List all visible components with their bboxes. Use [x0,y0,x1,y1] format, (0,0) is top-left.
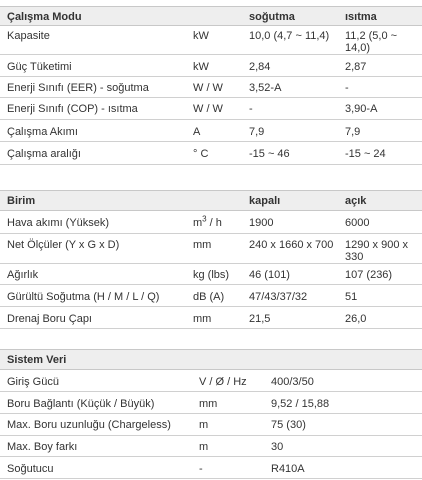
row-label: Max. Boru uzunluğu (Chargeless) [0,414,192,436]
row-unit: ° C [186,142,242,165]
table-row [0,264,422,285]
table-row [0,392,422,414]
row-unit: kg (lbs) [186,264,242,285]
row-label: Enerji Sınıfı (EER) - soğutma [0,77,186,98]
row-unit: W / W [186,98,242,120]
header-outdoor: açık [338,191,422,211]
row-label: Güç Tüketimi [0,55,186,77]
table-row [0,457,422,479]
row-value: 400/3/50 [264,370,422,392]
row-indoor-value: 240 x 1660 x 700 [242,234,338,264]
table-row [0,142,422,165]
header-cooling: soğutma [242,7,338,26]
row-value: R410A [264,457,422,479]
row-unit: V / Ø / Hz [192,370,264,392]
row-outdoor-value: 107 (236) [338,264,422,285]
row-heating-value: 7,9 [338,120,422,142]
header-unit [186,7,242,26]
row-label: Net Ölçüler (Y x G x D) [0,234,186,264]
table-row [0,55,422,77]
row-unit: kW [186,26,242,55]
row-label: Kapasite [0,26,186,55]
row-indoor-value: 1900 [242,211,338,234]
table-row [0,436,422,457]
header-unit [186,191,242,211]
row-outdoor-value: 1290 x 900 x 330 [338,234,422,264]
row-label: Boru Bağlantı (Küçük / Büyük) [0,392,192,414]
row-cooling-value: 2,84 [242,55,338,77]
row-heating-value: 2,87 [338,55,422,77]
row-indoor-value: 46 (101) [242,264,338,285]
unit-table [0,190,422,329]
row-cooling-value: -15 ~ 46 [242,142,338,165]
row-unit: mm [192,392,264,414]
row-heating-value: -15 ~ 24 [338,142,422,165]
row-indoor-value: 21,5 [242,307,338,329]
row-label: Soğutucu [0,457,192,479]
table-row [0,98,422,120]
table-row [0,120,422,142]
row-cooling-value: 7,9 [242,120,338,142]
row-cooling-value: 10,0 (4,7 ~ 11,4) [242,26,338,55]
system-data-table [0,349,422,479]
row-label: Ağırlık [0,264,186,285]
row-label: Giriş Gücü [0,370,192,392]
row-label: Gürültü Soğutma (H / M / L / Q) [0,285,186,307]
header-label: Çalışma Modu [0,7,186,26]
table-row [0,234,422,264]
table-row [0,307,422,329]
row-label: Çalışma aralığı [0,142,186,165]
row-unit: dB (A) [186,285,242,307]
operating-mode-header [0,7,422,26]
row-unit: W / W [186,77,242,98]
row-unit: m [192,414,264,436]
row-unit: mm [186,234,242,264]
row-unit: A [186,120,242,142]
header-heating: ısıtma [338,7,422,26]
row-label: Çalışma Akımı [0,120,186,142]
row-label: Hava akımı (Yüksek) [0,211,186,234]
table-row [0,77,422,98]
row-indoor-value: 47/43/37/32 [242,285,338,307]
row-unit: mm [186,307,242,329]
row-label: Drenaj Boru Çapı [0,307,186,329]
row-heating-value: - [338,77,422,98]
operating-mode-table [0,6,422,165]
table-row [0,211,422,234]
system-data-header [0,350,422,370]
row-outdoor-value: 6000 [338,211,422,234]
row-unit: kW [186,55,242,77]
table-row [0,285,422,307]
table-row [0,370,422,392]
row-label: Enerji Sınıfı (COP) - ısıtma [0,98,186,120]
row-value: 9,52 / 15,88 [264,392,422,414]
row-heating-value: 3,90-A [338,98,422,120]
header-indoor: kapalı [242,191,338,211]
row-outdoor-value: 51 [338,285,422,307]
row-unit: $m^3$ / h [186,211,242,234]
row-heating-value: 11,2 (5,0 ~ 14,0) [338,26,422,55]
row-label: Max. Boy farkı [0,436,192,457]
row-unit: m [192,436,264,457]
row-value: 30 [264,436,422,457]
row-cooling-value: - [242,98,338,120]
row-unit: - [192,457,264,479]
row-cooling-value: 3,52-A [242,77,338,98]
table-row [0,26,422,55]
table-row [0,414,422,436]
row-outdoor-value: 26,0 [338,307,422,329]
row-value: 75 (30) [264,414,422,436]
system-data-title: Sistem Veri [0,350,422,370]
unit-header [0,191,422,211]
header-label: Birim [0,191,186,211]
